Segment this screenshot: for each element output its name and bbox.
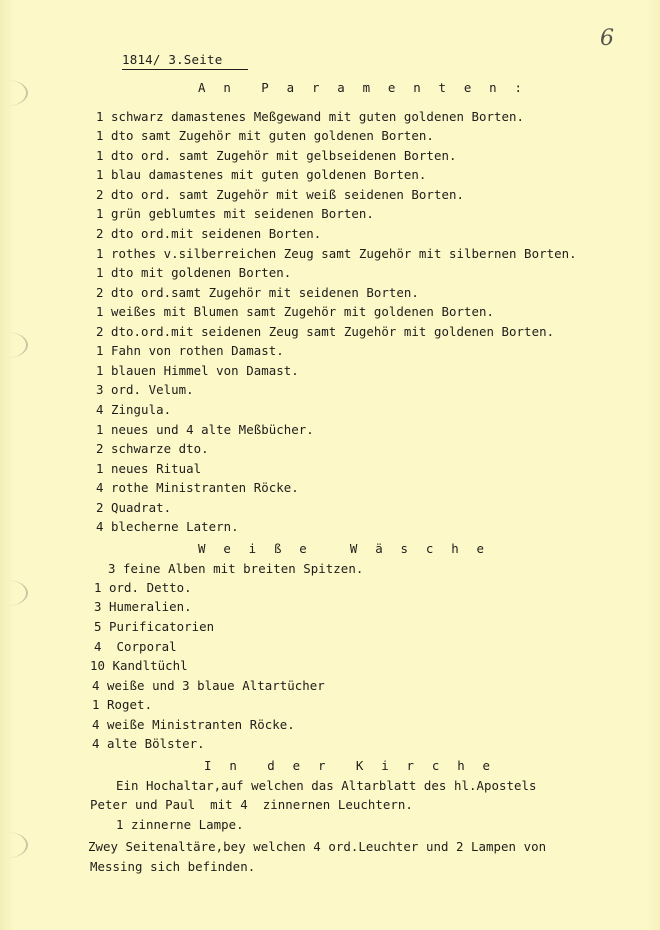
list-item: 2 dto ord.samt Zugehör mit seidenen Borten. <box>96 285 419 300</box>
list-item: 4 weiße Ministranten Röcke. <box>92 717 295 732</box>
list-item: Zwey Seitenaltäre,bey welchen 4 ord.Leuchter und 2 Lampen von <box>88 839 547 854</box>
list-item: 4 rothe Ministranten Röcke. <box>96 480 299 495</box>
list-item: 2 Quadrat. <box>96 500 172 515</box>
list-item: 1 weißes mit Blumen samt Zugehör mit goldenen Borten. <box>96 304 495 319</box>
binder-hole <box>0 580 28 606</box>
list-item: 1 dto samt Zugehör mit guten goldenen Borten. <box>96 128 434 143</box>
list-item: 1 neues Ritual <box>96 461 202 476</box>
list-item: 4 Corporal <box>94 639 177 654</box>
list-item: Peter und Paul mit 4 zinnernen Leuchtern. <box>90 797 413 812</box>
list-item: 1 schwarz damastenes Meßgewand mit guten goldenen Borten. <box>96 109 525 124</box>
list-item: 3 Humeralien. <box>94 599 192 614</box>
list-item: 3 ord. Velum. <box>96 382 194 397</box>
list-item: 2 dto ord. samt Zugehör mit weiß seidenen Borten. <box>96 187 464 202</box>
list-item: 1 dto mit goldenen Borten. <box>96 265 292 280</box>
list-item: 1 blauen Himmel von Damast. <box>96 363 299 378</box>
list-item: Messing sich befinden. <box>90 859 256 874</box>
list-item: 5 Purificatorien <box>94 619 215 634</box>
list-item: Ein Hochaltar,auf welchen das Altarblatt des hl.Apostels <box>116 778 537 793</box>
list-item: 1 dto ord. samt Zugehör mit gelbseidenen Borten. <box>96 148 457 163</box>
list-item: 4 blecherne Latern. <box>96 519 239 534</box>
section-heading-kirche: I n d e r K i r c h e <box>204 758 496 773</box>
list-item: 1 zinnerne Lampe. <box>116 817 244 832</box>
list-item: 2 dto ord.mit seidenen Borten. <box>96 226 322 241</box>
list-item: 1 blau damastenes mit guten goldenen Borten. <box>96 167 427 182</box>
binder-hole <box>0 80 28 106</box>
list-item: 1 neues und 4 alte Meßbücher. <box>96 422 314 437</box>
list-item: 4 Zingula. <box>96 402 172 417</box>
binder-hole <box>0 332 28 358</box>
page-header: 1814/ 3.Seite <box>122 52 248 70</box>
list-item: 4 alte Bölster. <box>92 736 205 751</box>
list-item: 1 ord. Detto. <box>94 580 192 595</box>
list-item: 1 rothes v.silberreichen Zeug samt Zugehör mit silbernen Borten. <box>96 246 577 261</box>
list-item: 1 Fahn von rothen Damast. <box>96 343 284 358</box>
list-item: 10 Kandltüchl <box>90 658 188 673</box>
list-item: 3 feine Alben mit breiten Spitzen. <box>108 561 364 576</box>
list-item: 2 dto.ord.mit seidenen Zeug samt Zugehör mit goldenen Borten. <box>96 324 555 339</box>
list-item: 2 schwarze dto. <box>96 441 209 456</box>
list-item: 4 weiße und 3 blaue Altartücher <box>92 678 325 693</box>
binder-hole <box>0 832 28 858</box>
list-item: 1 grün geblumtes mit seidenen Borten. <box>96 206 374 221</box>
section-heading-waesche: W e i ß e W ä s c h e <box>198 541 490 556</box>
section-heading-paramente: A n P a r a m e n t e n : <box>198 80 528 95</box>
page-number: 6 <box>600 26 614 51</box>
list-item: 1 Roget. <box>92 697 153 712</box>
